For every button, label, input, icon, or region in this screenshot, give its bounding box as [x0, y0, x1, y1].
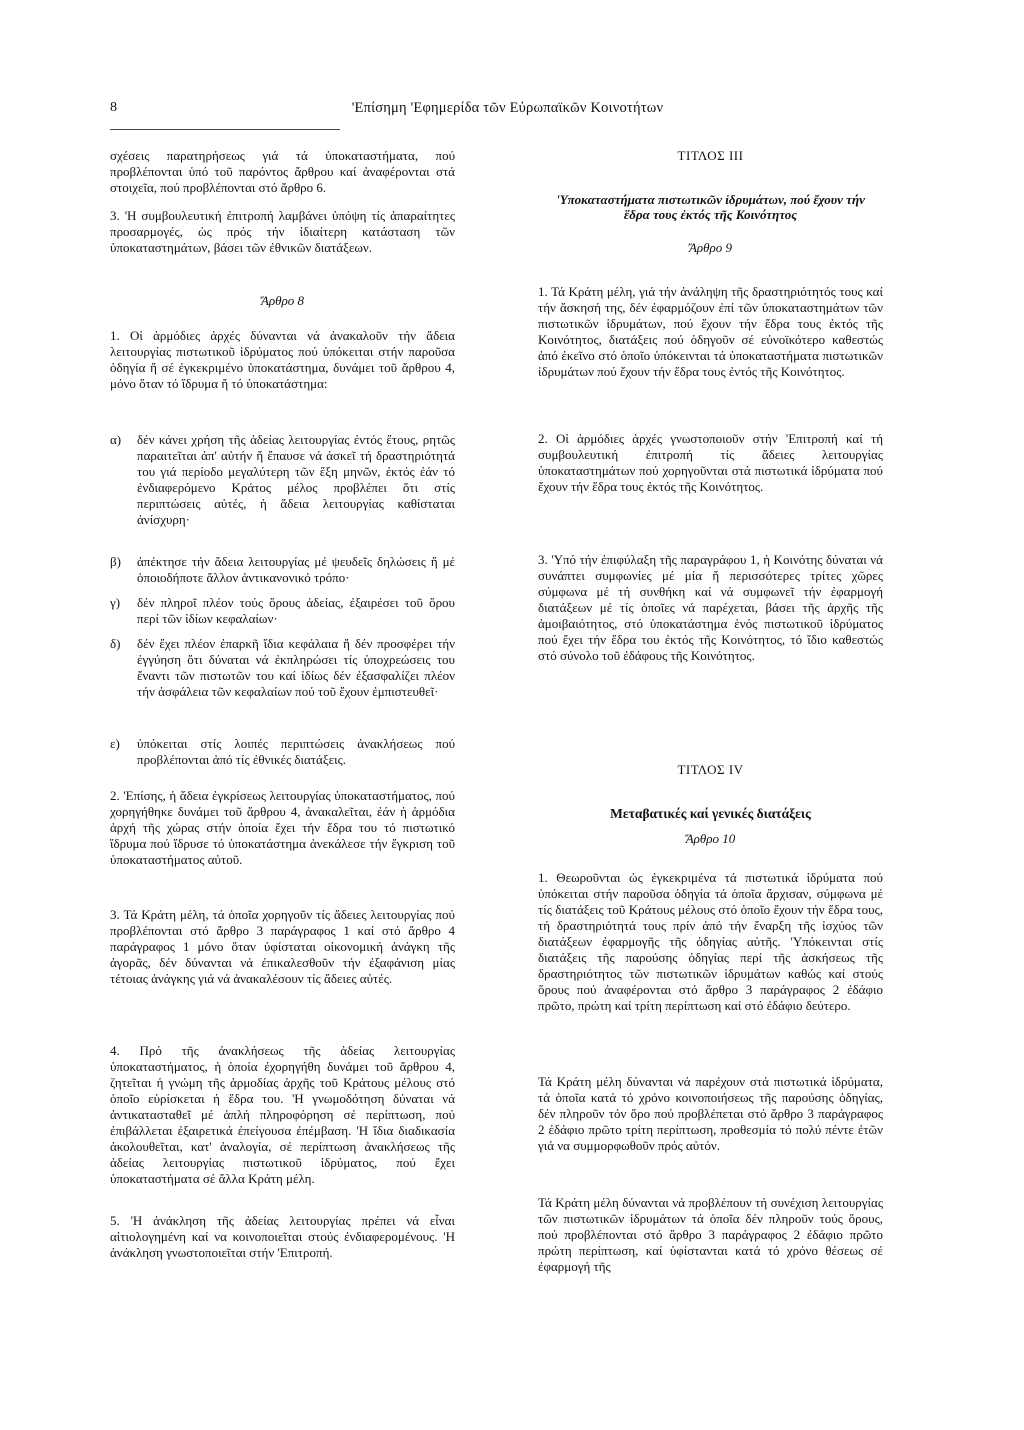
- title-4-subtitle: Μεταβατικές καί γενικές διατάξεις: [610, 806, 811, 821]
- list-item-label: α): [110, 432, 122, 447]
- article-8-paragraph-1: 1. Οἱ ἁρμόδιες ἀρχές δύνανται νά ἀνακαλοῦν τήν ἄδεια λειτουργίας πιστωτικοῦ ἱδρύματος πού ὑπόκειται στήν παροῦσα ὁδηγία ἤ σέ ἐγκεκριμένο ὑποκατάστημα, δυνάμει τοῦ ἄρθρου 4, μόνο ὅταν τό ἵδρυμα ἤ τό ὑποκατάστημα:: [110, 328, 455, 391]
- header-rule: [110, 129, 340, 130]
- article-8-heading: Ἄρθρο 8: [260, 293, 305, 308]
- article-8-paragraph-4: 4. Πρό τῆς ἀνακλήσεως τῆς ἀδείας λειτουργίας ὑποκαταστήματος, ἡ ὁποία ἐχορηγήθη δυνάμει τοῦ ἄρθρου 4, ζητεῖται ἡ γνώμη τῆς ἁρμοδίας ἀρχῆς τοῦ Κράτους μέλους στό ὁποῖο εὑρίσκεται ἡ ἕδρα του. 'Η γνωμοδότηση δύναται νά ἀντικατασταθεῖ μέ ἁπλή πληροφόρηση σέ περίπτωση, πού ἐπιβάλλεται ἐξαιρετικά ἐπείγουσα ἐπέμβαση. 'Η ἴδια διαδικασία ἀκολουθεῖται, κατ' ἀναλογία, σέ περίπτωση ἀνακλήσεως τῆς ἀδείας λειτουργίας πιστωτικοῦ ἱδρύματος, πού ἔχει ὑποκαταστήματα σέ ἄλλα Κράτη μέλη.: [110, 1043, 455, 1186]
- list-item-a: [110, 432, 455, 528]
- article-9-paragraph-3: 3. 'Υπό τήν ἐπιφύλαξη τῆς παραγράφου 1, ἡ Κοινότης δύναται νά συνάπτει συμφωνίες μέ μία ἤ περισσότερες τρίτες χῶρες σύμφωνα μέ τή συνθήκη καί νά συμφωνεῖ τήν ἐφαρμογή διατάξεων μέ τίς ὁποῖες νά παρέχεται, βάσει τῆς ἀρχῆς τῆς ἀμοιβαιότητος, στό ὑποκατάστημα ἑνός πιστωτικοῦ ἱδρύματος πού ἔχει τήν ἕδρα του ἐκτός τῆς Κοινότητος, τό ἴδιο καθεστώς στό σύνολο τοῦ ἐδάφους τῆς Κοινότητος.: [538, 552, 883, 663]
- article-8-paragraph-3: 3. Τά Κράτη μέλη, τά ὁποῖα χορηγοῦν τίς ἄδειες λειτουργίας πού προβλέπονται στό ἄρθρο 3 παράγραφος 1 καί στό ἄρθρο 4 παράγραφος 1 μόνο ὅταν ὑφίσταται οἰκονομική ἀνάγκη τῆς ἀγορᾶς, δέν δύνανται νά ἐπικαλεσθοῦν τήν ἐξαφάνιση μίας τέτοιας ἀνάγκης γιά νά ἀνακαλέσουν τίς ἄδειες αὐτές.: [110, 907, 455, 986]
- article-10-heading: Ἄρθρο 10: [685, 831, 736, 846]
- running-title: 'Επίσημη 'Εφημερίδα τῶν Εὐρωπαϊκῶν Κοινοτήτων: [351, 100, 664, 116]
- article-10-paragraph-3: Τά Κράτη μέλη δύνανται νά προβλέπουν τή συνέχιση λειτουργίας τῶν πιστωτικῶν ἱδρυμάτων τά ὁποῖα δέν πληροῦν τούς ὅρους, πού προβλέπονται στό ἄρθρο 3 παράγραφος 2 ἐδάφιο πρῶτο πρώτη περίπτωση, καί ὑφίστανται κατά τό χρόνο θέσεως σέ ἐφαρμογή τῆς: [538, 1195, 883, 1274]
- article-9-heading: Ἄρθρο 9: [688, 240, 733, 255]
- list-item-label: δ): [110, 636, 121, 651]
- title-4: ΤΙΤΛΟΣ IV: [677, 762, 744, 777]
- list-item-d: [110, 636, 455, 700]
- page-header: [110, 100, 905, 122]
- list-item-label: γ): [110, 595, 121, 610]
- list-item-e: [110, 736, 455, 768]
- list-item-text: δέν πληροῖ πλέον τούς ὅρους ἀδείας, ἐξαιρέσει τοῦ ὅρου περί τῶν ἰδίων κεφαλαίων·: [137, 595, 455, 626]
- list-item-text: δέν κάνει χρήση τῆς ἀδείας λειτουργίας ἐντός ἔτους, ρητῶς παραιτεῖται ἀπ' αὐτήν ἤ ἔπαυσε νά ἀσκεῖ τή δραστηριότητά του γιά περίοδο μεγαλύτερη τῶν ἕξη μηνῶν, ἐκτός ἐάν τό ἐνδιαφερόμενο Κράτος μέλος προβλέπει ὅτι στίς περιπτώσεις αὐτές, ἡ ἄδεια λειτουργίας καθίσταται ἀνίσχυρη·: [137, 432, 455, 527]
- list-item-text: ἀπέκτησε τήν ἄδεια λειτουργίας μέ ψευδεῖς δηλώσεις ἤ μέ ὁποιοδήποτε ἄλλον ἀντικανονικό τρόπο·: [137, 554, 455, 585]
- article-10-paragraph-1: 1. Θεωροῦνται ὡς ἐγκεκριμένα τά πιστωτικά ἱδρύματα πού ὑπόκειται στήν παροῦσα ὁδηγία τά ὁποῖα ἄρχισαν, σύμφωνα μέ τίς διατάξεις τοῦ Κράτους μέλους στό ὁποῖο ἔχουν τήν ἕδρα τους, τή δραστηριότητά τους πρίν ἀπό τήν ἔναρξη τῆς ἰσχύος τῶν διατάξεων ἐφαρμογῆς τῆς ὁδηγίας αὐτῆς. 'Υπόκεινται στίς διατάξεις τῆς παρούσης ὁδηγίας περί τῆς ἀσκήσεως τῆς δραστηριότητος τῶν πιστωτικῶν ἱδρυμάτων καθώς καί στούς ὅρους πού ἀναφέρονται στό ἄρθρο 3 παράγραφος 2 ἐδάφιο πρῶτο, πρώτη καί τρίτη περίπτωση καί στό ἐδάφιο δεύτερο.: [538, 870, 883, 1013]
- article-9-paragraph-2: 2. Οἱ ἁρμόδιες ἀρχές γνωστοποιοῦν στήν 'Επιτροπή καί τή συμβουλευτική ἐπιτροπή τίς ἄδειες λειτουργίας ὑποκαταστημάτων πού χορηγοῦνται στά πιστωτικά ἱδρύματα πού ἔχουν τήν ἕδρα τους ἐκτός τῆς Κοινότητος.: [538, 431, 883, 494]
- list-item-label: β): [110, 554, 121, 569]
- list-item-text: δέν ἔχει πλέον ἐπαρκῆ ἴδια κεφάλαια ἤ δέν προσφέρει τήν ἐγγύηση ὅτι δύναται νά ἐκπληρώσει τίς ὑποχρεώσεις του ἔναντι τῶν πιστωτῶν του καί ἰδίως δέν ἐξασφαλίζει πλέον τήν ἀσφάλεια τῶν κεφαλαίων πού τοῦ ἔχουν ἐμπιστευθεῖ·: [137, 636, 455, 699]
- article-8-paragraph-5: 5. 'Η ἀνάκληση τῆς ἀδείας λειτουργίας πρέπει νά εἶναι αἰτιολογημένη καί να κοινοποιεῖται στούς ἐνδιαφερομένους. 'Η ἀνάκληση γνωστοποιεῖται στήν 'Επιτροπή.: [110, 1213, 455, 1260]
- article-9-paragraph-1: 1. Τά Κράτη μέλη, γιά τήν ἀνάληψη τῆς δραστηριότητός τους καί τήν ἄσκησή της, δέν ἐφαρμόζουν ἐπί τῶν ὑποκαταστημάτων τῶν πιστωτικῶν ἱδρυμάτων, πού ἔχουν τήν ἕδρα τους ἐκτός τῆς Κοινότητος, διατάξεις πού ὁδηγοῦν σέ εὐνοϊκότερο καθεστώς ἀπό ἐκεῖνο στό ὁποῖο ὑπόκεινται τά ὑποκαταστήματα πιστωτικῶν ἱδρυμάτων πού ἔχουν τήν ἕδρα τους ἐντός τῆς Κοινότητος.: [538, 284, 883, 379]
- page-number: 8: [110, 100, 117, 115]
- article-10-paragraph-2: Τά Κράτη μέλη δύνανται νά παρέχουν στά πιστωτικά ἱδρύματα, τά ὁποῖα κατά τό χρόνο κοινοποιήσεως τῆς παρούσης ὁδηγίας, δέν πληροῦν τόν ὅρο πού προβλέπεται στό ἄρθρο 3 παράγραφος 2 ἐδάφιο πρῶτο τρίτη περίπτωση, προθεσμία τό πολύ πέντε ἐτῶν γιά να συμμορφωθοῦν πρός αὐτόν.: [538, 1074, 883, 1153]
- list-item-text: ὑπόκειται στίς λοιπές περιπτώσεις ἀνακλήσεως πού προβλέπονται ἀπό τίς ἐθνικές διατάξεις.: [137, 736, 455, 767]
- title-3: ΤΙΤΛΟΣ ΙΙΙ: [677, 148, 744, 163]
- list-item-b: [110, 554, 455, 586]
- list-item-c: [110, 595, 455, 627]
- article-8-paragraph-2: 2. 'Επίσης, ἡ ἄδεια ἐγκρίσεως λειτουργίας ὑποκαταστήματος, πού χορηγήθηκε δυνάμει τοῦ ἄρθρου 4, ἀνακαλεῖται, ἐάν ἡ ἁρμόδια ἀρχή τῆς χώρας στήν ὁποία ἔχει τήν ἕδρα του τό πιστωτικό ἵδρυμα πού ἵδρυσε τό ὑποκατάστημα ἀνεκάλεσε τήν ἔγκριση τοῦ ὑποκαταστήματος αὐτοῦ.: [110, 788, 455, 867]
- intro-paragraph: σχέσεις παρατηρήσεως γιά τά ὑποκαταστήματα, πού προβλέπονται ὑπό τοῦ παρόντος ἄρθρου καί ἀναφέρονται στά στοιχεῖα, πού προβλέπονται στό ἄρθρο 6.: [110, 148, 455, 195]
- paragraph-3: 3. 'Η συμβουλευτική ἐπιτροπή λαμβάνει ὑπόψη τίς ἀπαραίτητες προσαρμογές, ὡς πρός τήν ἰδιαίτερη κατάσταση τῶν ὑποκαταστημάτων, βάσει τῶν ἐθνικῶν διατάξεων.: [110, 208, 455, 255]
- title-3-subtitle: 'Υποκαταστήματα πιστωτικῶν ἱδρυμάτων, πού ἔχουν τήν ἕδρα τους ἐκτός τῆς Κοινότητος: [556, 192, 865, 222]
- list-item-label: ε): [110, 736, 120, 751]
